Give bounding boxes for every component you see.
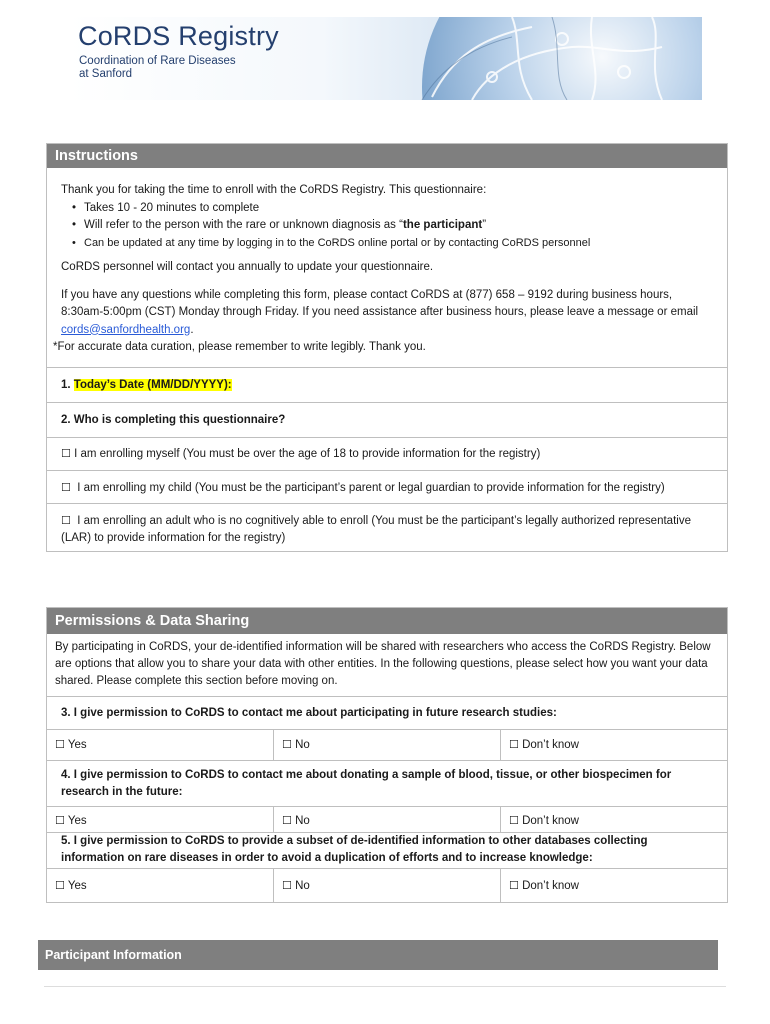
divider xyxy=(44,986,726,987)
checkbox[interactable]: ☐ xyxy=(61,446,71,460)
q3-options xyxy=(47,729,727,760)
banner-title: CoRDS Registry xyxy=(78,21,279,51)
option-label: I am enrolling myself (You must be over the age of 18 to provide information for the registry) xyxy=(74,447,541,460)
q5-yes[interactable] xyxy=(47,869,273,902)
instructions-section xyxy=(46,143,728,552)
checkbox[interactable]: ☐ xyxy=(509,814,519,827)
no-label: No xyxy=(295,815,310,827)
legibility-note: *For accurate data curation, please remember to write legibly. Thank you. xyxy=(53,341,426,353)
bullet-participant-pre: Will refer to the person with the rare or unknown diagnosis as “ xyxy=(84,219,403,231)
todays-date-row[interactable] xyxy=(47,367,727,402)
bullet-participant-post: ” xyxy=(482,219,487,231)
q5-options xyxy=(47,868,727,902)
checkbox[interactable]: ☐ xyxy=(509,879,519,892)
checkbox[interactable]: ☐ xyxy=(55,879,65,892)
who-completing-question: 2. Who is completing this questionnaire? xyxy=(47,402,727,437)
checkbox[interactable]: ☐ xyxy=(55,814,65,827)
permissions-section xyxy=(46,607,728,903)
bullet-update: • Can be updated at any time by logging in to the CoRDS online portal or by contacting CoRDS personnel xyxy=(84,235,713,253)
q3-no[interactable] xyxy=(273,730,500,760)
instructions-intro: Thank you for taking the time to enroll with the CoRDS Registry. This questionnaire: xyxy=(61,184,487,196)
annual-contact-note: CoRDS personnel will contact you annually to update your questionnaire. xyxy=(61,261,434,273)
email-link[interactable]: cords@sanfordhealth.org xyxy=(61,323,191,336)
q4-options xyxy=(47,806,727,832)
q3-dont-know[interactable] xyxy=(500,730,727,760)
todays-date-label: Today’s Date (MM/DD/YYYY): xyxy=(73,378,232,391)
option-label: I am enrolling my child (You must be the participant’s parent or legal guardian to provide information for the registry) xyxy=(77,481,665,494)
q3-yes[interactable] xyxy=(47,730,273,760)
no-label: No xyxy=(295,880,310,892)
instructions-body xyxy=(47,168,727,367)
q4-no[interactable] xyxy=(273,807,500,832)
participant-information-heading: Participant Information xyxy=(38,940,718,970)
bullet-participant xyxy=(84,217,713,235)
dont-know-label: Don’t know xyxy=(522,815,579,827)
checkbox[interactable]: ☐ xyxy=(282,879,292,892)
banner-subtitle xyxy=(79,55,236,81)
checkbox[interactable]: ☐ xyxy=(55,738,65,751)
banner-subtitle-line2: at Sanford xyxy=(79,68,133,80)
option-label: I am enrolling an adult who is no cognitively able to enroll (You must be the participant’s legally authorized representative (LAR) to provide information for the registry) xyxy=(61,514,691,544)
q5-question: 5. I give permission to CoRDS to provide a subset of de-identified information to other databases collecting information on rare diseases in order to avoid a duplication of efforts and to increase knowledge: xyxy=(47,832,727,868)
q4-question: 4. I give permission to CoRDS to contact me about donating a sample of blood, tissue, or other biospecimen for research in the future: xyxy=(47,760,727,806)
instructions-heading: Instructions xyxy=(47,144,727,168)
contact-text-end: . xyxy=(190,323,194,336)
yes-label: Yes xyxy=(67,880,87,892)
cords-banner xyxy=(68,17,702,100)
bullet-duration: • Takes 10 - 20 minutes to complete xyxy=(84,200,713,218)
contact-info xyxy=(61,287,713,340)
option-enrolling-adult[interactable] xyxy=(47,503,727,551)
no-label: No xyxy=(295,739,310,751)
permissions-heading: Permissions & Data Sharing xyxy=(47,608,727,634)
banner-subtitle-line1: Coordination of Rare Diseases xyxy=(79,55,236,67)
dont-know-label: Don’t know xyxy=(522,739,579,751)
dont-know-label: Don’t know xyxy=(522,880,579,892)
q5-dont-know[interactable] xyxy=(500,869,727,902)
yes-label: Yes xyxy=(67,739,87,751)
bullet-participant-term: the participant xyxy=(402,219,483,231)
q5-no[interactable] xyxy=(273,869,500,902)
instructions-bullets xyxy=(61,200,713,253)
checkbox[interactable]: ☐ xyxy=(282,738,292,751)
contact-text: If you have any questions while completing this form, please contact CoRDS at (877) 658 – 9192 during business hours, 8:30am-5:00pm (CST) Monday through Friday. If you need assistance after business hours, please leave a message or email xyxy=(61,288,699,318)
q3-question: 3. I give permission to CoRDS to contact me about participating in future research studies: xyxy=(47,696,727,729)
puzzle-globe-image xyxy=(362,17,702,100)
checkbox[interactable]: ☐ xyxy=(282,814,292,827)
permissions-intro: By participating in CoRDS, your de-identified information will be shared with researchers who access the CoRDS Registry. Below are options that allow you to share your data with other entities. In the following questions, please select how you want your data shared. Please complete this section before moving on. xyxy=(55,641,711,687)
option-enrolling-myself[interactable] xyxy=(47,437,727,470)
checkbox[interactable]: ☐ xyxy=(61,480,71,494)
q4-yes[interactable] xyxy=(47,807,273,832)
checkbox[interactable]: ☐ xyxy=(61,513,71,527)
option-enrolling-child[interactable] xyxy=(47,470,727,503)
checkbox[interactable]: ☐ xyxy=(509,738,519,751)
q4-dont-know[interactable] xyxy=(500,807,727,832)
q1-number: 1. xyxy=(61,378,74,391)
yes-label: Yes xyxy=(67,815,87,827)
